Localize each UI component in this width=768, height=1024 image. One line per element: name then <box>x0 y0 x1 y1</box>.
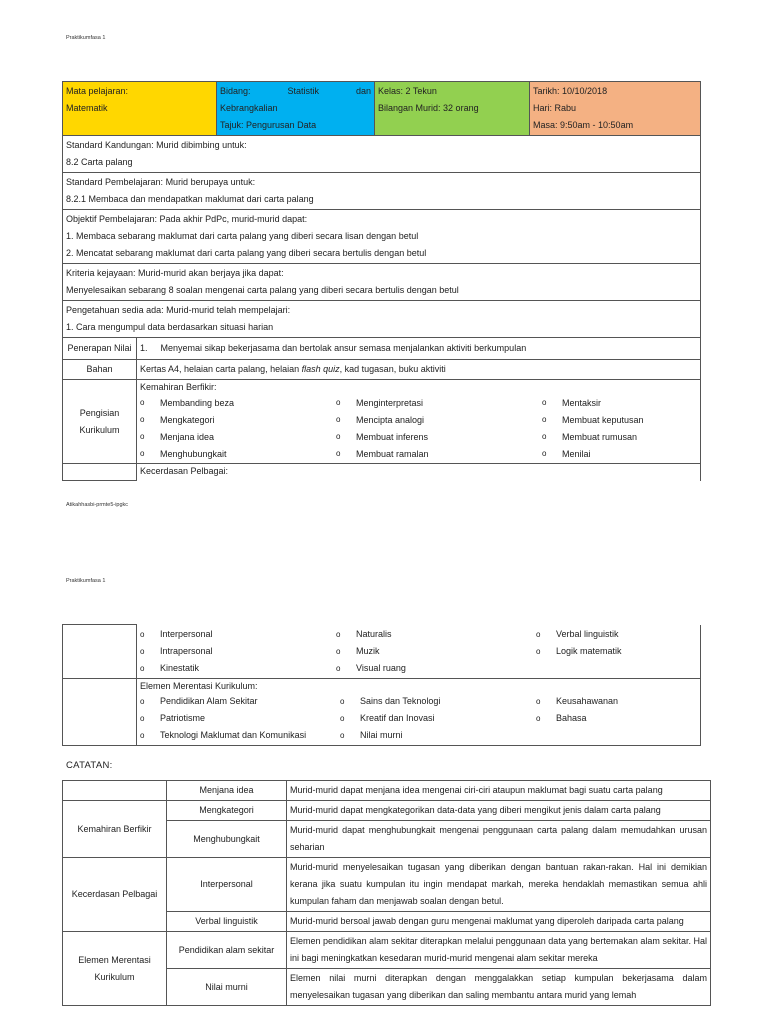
class-value: Kelas: 2 Tekun <box>378 86 437 96</box>
sp-value: 8.2.1 Membaca dan mendapatkan maklumat dari carta palang <box>66 194 314 204</box>
page-footer: Atikahhasbi-prmte5-ipgkc <box>66 502 129 508</box>
standard-pembelajaran <box>63 173 701 210</box>
empty-cell-3 <box>63 678 137 745</box>
elemen-merentasi-cell <box>137 678 701 745</box>
list-item-label: Bahasa <box>556 712 587 723</box>
desc-nilai-murni: Elemen nilai murni diterapkan dengan menggalakkan setiap kumpulan bekerjasama dalam menyelesaikan tugasan yang diberikan dan saling membantu antara murid yang lemah <box>287 969 711 1006</box>
bahan-label: Bahan <box>63 360 137 380</box>
list-item <box>542 394 644 411</box>
list-item <box>336 660 536 677</box>
empty-cell <box>63 464 137 481</box>
emk-col-1 <box>140 693 340 744</box>
objektif-pembelajaran <box>63 210 701 264</box>
topic: Tajuk: Pengurusan Data <box>220 120 317 130</box>
item-nilai-murni: Nilai murni <box>167 969 287 1006</box>
bullet-icon: o <box>140 448 145 458</box>
item-menjana-idea: Menjana idea <box>167 781 287 801</box>
bullet-icon: o <box>542 431 547 441</box>
bullet-icon: o <box>140 414 145 424</box>
list-item-label: Menghubungkait <box>160 448 227 459</box>
bahan-value <box>137 360 701 380</box>
list-item <box>340 710 536 727</box>
item-mengkategori: Mengkategori <box>167 801 287 821</box>
kb-col-1 <box>140 394 336 462</box>
list-item-label: Nilai murni <box>360 729 403 740</box>
catatan-table <box>62 780 711 1006</box>
list-item-label: Menilai <box>562 448 591 459</box>
list-item <box>140 693 340 710</box>
ps-label: Pengetahuan sedia ada: Murid-murid telah mempelajari: <box>66 305 291 315</box>
date-cell <box>530 82 701 136</box>
catatan-title: CATATAN: <box>66 760 113 771</box>
list-item <box>140 660 336 677</box>
list-item <box>140 626 336 643</box>
bullet-icon: o <box>140 397 145 407</box>
desc-pendidikan-alam-sekitar: Elemen pendidikan alam sekitar diterapkan melalui penggunaan data yang bertemakan alam sekitar. Hal ini bagi meningkatkan kesedaran murid-murid mengenai alam sekitar mereka <box>287 932 711 969</box>
list-item-label: Mencipta analogi <box>356 414 425 425</box>
bullet-icon: o <box>140 696 145 706</box>
list-item <box>140 727 340 744</box>
bullet-icon: o <box>140 431 145 441</box>
continuation-table <box>62 624 701 746</box>
list-item <box>542 411 644 428</box>
desc-menghubungkait: Murid-murid dapat menghubungkait mengenai penggunaan carta palang dalam memudahkan urusan seharian <box>287 821 711 858</box>
kp-list <box>140 626 697 677</box>
ps-value: 1. Cara mengumpul data berdasarkan situasi harian <box>66 322 274 332</box>
list-item <box>140 411 336 428</box>
bullet-icon: o <box>340 696 345 706</box>
field-label: Bidang: <box>220 86 251 96</box>
list-item-label: Menjana idea <box>160 431 215 442</box>
bullet-icon: o <box>536 696 541 706</box>
pengisian-kurikulum-label: Pengisian Kurikulum <box>63 380 137 464</box>
bullet-icon: o <box>336 397 341 407</box>
pengetahuan-sedia-ada <box>63 301 701 338</box>
list-item-label: Sains dan Teknologi <box>360 695 441 706</box>
list-item-label: Kreatif dan Inovasi <box>360 712 435 723</box>
bullet-icon: o <box>140 646 145 656</box>
list-item <box>140 445 336 462</box>
subject-value: Matematik <box>66 103 108 113</box>
bahan-text-a: Kertas A4, helaian carta palang, helaian <box>140 364 302 374</box>
list-item <box>336 411 542 428</box>
list-item <box>536 643 622 660</box>
page-header: Praktikumfasa 1 <box>66 35 106 41</box>
lesson-plan-table <box>62 81 701 481</box>
sp-label: Standard Pembelajaran: Murid berupaya untuk: <box>66 177 256 187</box>
field-value-1: Statistik <box>287 86 320 96</box>
desc-interpersonal: Murid-murid menyelesaikan tugasan yang diberikan dengan bantuan rakan-rakan. Hal ini demikian kerana jika suatu kumpulan itu ingin mendapat markah, mereka hendaklah memastikan semua ahli kumpulan faham dan menjawab soalan dengan betul. <box>287 858 711 912</box>
bullet-icon: o <box>140 730 145 740</box>
list-item-label: Membanding beza <box>160 397 235 408</box>
kk-label: Kriteria kejayaan: Murid-murid akan berjaya jika dapat: <box>66 268 284 278</box>
empty-cell-2 <box>63 625 137 679</box>
kk-value: Menyelesaikan sebarang 8 soalan mengenai carta palang yang diberi secara bertulis dengan betul <box>66 285 459 295</box>
subject-cell <box>63 82 217 136</box>
subject-label: Mata pelajaran: <box>66 86 129 96</box>
list-item-label: Visual ruang <box>356 662 406 673</box>
bullet-icon: o <box>340 730 345 740</box>
date-value: Tarikh: 10/10/2018 <box>533 86 608 96</box>
list-item <box>536 693 618 710</box>
op-item-2: 2. Mencatat sebarang maklumat dari carta palang yang diberi secara bertulis dengan betul <box>66 248 427 258</box>
list-item-label: Pendidikan Alam Sekitar <box>160 695 258 706</box>
list-item-label: Membuat rumusan <box>562 431 638 442</box>
group-kemahiran-berfikir: Kemahiran Berfikir <box>63 801 167 858</box>
emk-label: Elemen Merentasi Kurikulum: <box>140 680 258 691</box>
group-elemen-merentasi: Elemen Merentasi Kurikulum <box>63 932 167 1006</box>
list-item <box>542 445 644 462</box>
item-pendidikan-alam-sekitar: Pendidikan alam sekitar <box>167 932 287 969</box>
list-item <box>340 727 536 744</box>
bullet-icon: o <box>542 448 547 458</box>
desc-verbal-linguistik: Murid-murid bersoal jawab dengan guru mengenai maklumat yang diperoleh daripada carta palang <box>287 912 711 932</box>
list-item <box>140 394 336 411</box>
item-verbal-linguistik: Verbal linguistik <box>167 912 287 932</box>
bullet-icon: o <box>336 629 341 639</box>
list-item-label: Membuat ramalan <box>356 448 429 459</box>
op-item-1: 1. Membaca sebarang maklumat dari carta palang yang diberi secara lisan dengan betul <box>66 231 419 241</box>
list-item <box>140 710 340 727</box>
kb-col-3 <box>542 394 644 462</box>
empty-group-cell <box>63 781 167 801</box>
students-value: Bilangan Murid: 32 orang <box>378 103 479 113</box>
bullet-icon: o <box>336 431 341 441</box>
class-cell <box>375 82 530 136</box>
time-value: Masa: 9:50am - 10:50am <box>533 120 634 130</box>
desc-mengkategori: Murid-murid dapat mengkategorikan data-data yang diberi mengikut jenis dalam carta palang <box>287 801 711 821</box>
sk-value: 8.2 Carta palang <box>66 157 133 167</box>
list-item <box>536 626 622 643</box>
list-item <box>140 428 336 445</box>
kp-col-3 <box>536 626 622 677</box>
field-value-2: dan <box>355 86 371 96</box>
bullet-icon: o <box>336 448 341 458</box>
bullet-icon: o <box>140 663 145 673</box>
item-interpersonal: Interpersonal <box>167 858 287 912</box>
group-kecerdasan-pelbagai: Kecerdasan Pelbagai <box>63 858 167 932</box>
kp-col-1 <box>140 626 336 677</box>
list-item-label: Mentaksir <box>562 397 602 408</box>
list-item-label: Teknologi Maklumat dan Komunikasi <box>160 729 307 740</box>
bullet-icon: o <box>340 713 345 723</box>
emk-col-2 <box>340 693 536 744</box>
penerapan-nilai-value <box>137 338 701 360</box>
list-item <box>140 643 336 660</box>
list-item-label: Kinestatik <box>160 662 200 673</box>
bullet-icon: o <box>542 414 547 424</box>
kecerdasan-pelbagai-cell <box>137 625 701 679</box>
list-item-label: Mengkategori <box>160 414 215 425</box>
pn-text: Menyemai sikap bekerjasama dan bertolak ansur semasa menjalankan aktiviti berkumpulan <box>160 343 527 353</box>
list-item <box>536 710 618 727</box>
item-menghubungkait: Menghubungkait <box>167 821 287 858</box>
list-item-label: Membuat inferens <box>356 431 429 442</box>
penerapan-nilai-label: Penerapan Nilai <box>63 338 137 360</box>
list-item <box>336 428 542 445</box>
list-item-label: Patriotisme <box>160 712 206 723</box>
bullet-icon: o <box>336 663 341 673</box>
kb-label: Kemahiran Berfikir: <box>140 382 217 392</box>
op-label: Objektif Pembelajaran: Pada akhir PdPc, murid-murid dapat: <box>66 214 308 224</box>
bullet-icon: o <box>140 713 145 723</box>
list-item-label: Muzik <box>356 645 380 656</box>
field-cell <box>217 82 375 136</box>
list-item <box>336 445 542 462</box>
list-item-label: Interpersonal <box>160 628 213 639</box>
standard-kandungan <box>63 136 701 173</box>
kb-list <box>140 394 697 462</box>
bahan-text-italic: flash quiz <box>301 364 340 374</box>
bullet-icon: o <box>336 414 341 424</box>
list-item <box>542 428 644 445</box>
pn-num: 1. <box>140 343 148 353</box>
sk-label: Standard Kandungan: Murid dibimbing untuk: <box>66 140 247 150</box>
kp-col-2 <box>336 626 536 677</box>
bullet-icon: o <box>536 713 541 723</box>
emk-list <box>140 693 697 744</box>
list-item <box>336 643 536 660</box>
field-value-3: Kebrangkalian <box>220 103 278 113</box>
list-item-label: Logik matematik <box>556 645 622 656</box>
kriteria-kejayaan <box>63 264 701 301</box>
list-item-label: Verbal linguistik <box>556 628 619 639</box>
bullet-icon: o <box>542 397 547 407</box>
list-item <box>340 693 536 710</box>
list-item-label: Naturalis <box>356 628 392 639</box>
bullet-icon: o <box>140 629 145 639</box>
day-value: Hari: Rabu <box>533 103 577 113</box>
list-item-label: Membuat keputusan <box>562 414 644 425</box>
list-item-label: Menginterpretasi <box>356 397 424 408</box>
list-item <box>336 394 542 411</box>
bullet-icon: o <box>536 629 541 639</box>
page2-header: Praktikumfasa 1 <box>66 578 106 584</box>
list-item-label: Intrapersonal <box>160 645 213 656</box>
bahan-text-b: , kad tugasan, buku aktiviti <box>339 364 446 374</box>
list-item-label: Keusahawanan <box>556 695 619 706</box>
kb-col-2 <box>336 394 542 462</box>
desc-menjana-idea: Murid-murid dapat menjana idea mengenai ciri-ciri ataupun maklumat bagi suatu carta palang <box>287 781 711 801</box>
emk-col-3 <box>536 693 618 744</box>
bullet-icon: o <box>536 646 541 656</box>
kemahiran-berfikir-cell <box>137 380 701 464</box>
list-item <box>336 626 536 643</box>
kecerdasan-pelbagai-label: Kecerdasan Pelbagai: <box>137 464 701 481</box>
bullet-icon: o <box>336 646 341 656</box>
